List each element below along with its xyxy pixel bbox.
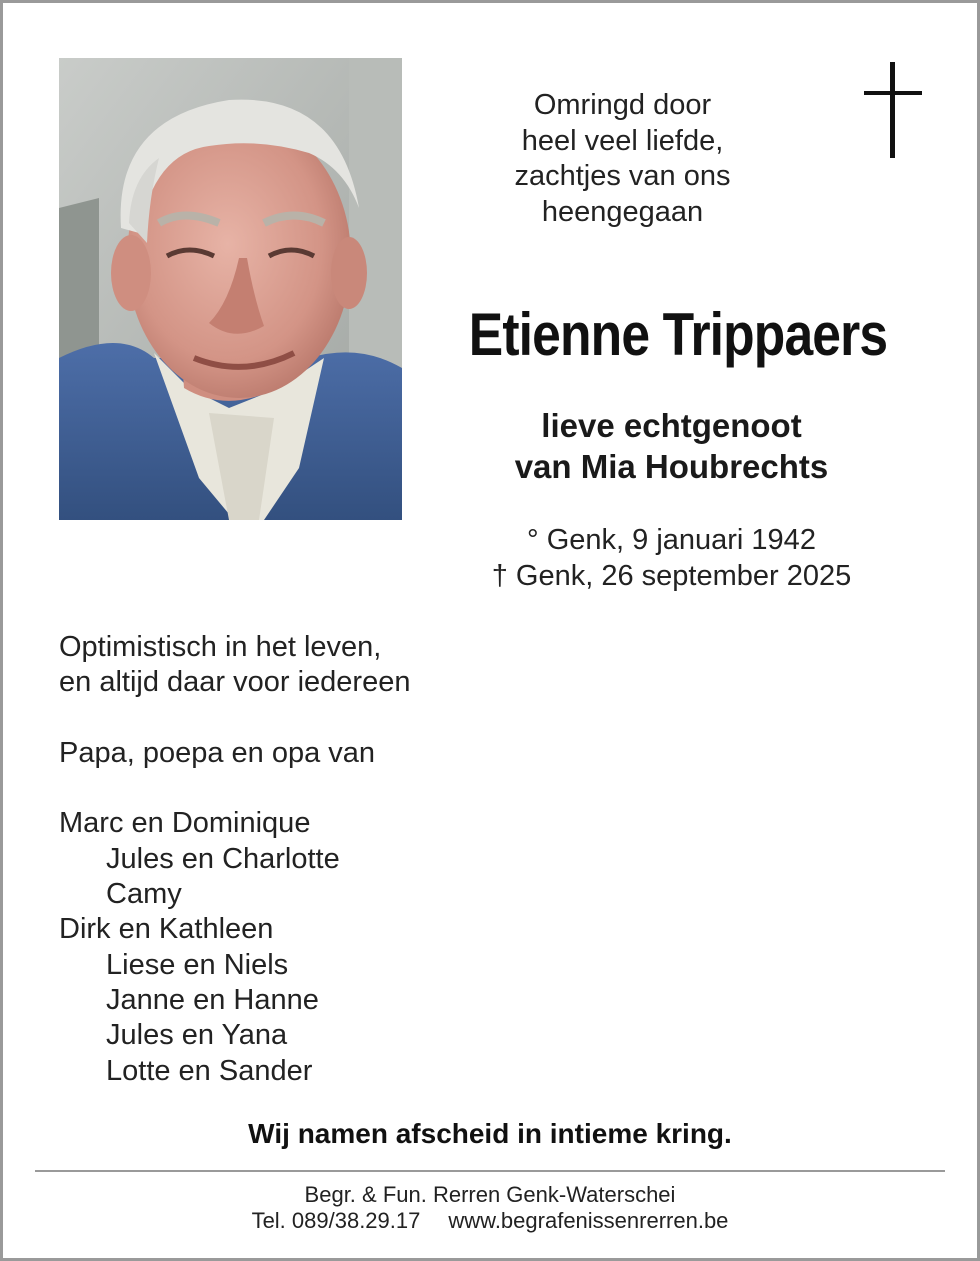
phone-number: Tel. 089/38.29.17 — [251, 1208, 421, 1233]
cross-icon — [864, 62, 922, 158]
spacer — [59, 771, 659, 806]
funeral-home-name: Begr. & Fun. Rerren Genk-Waterschei — [304, 1182, 676, 1207]
life-dates — [440, 523, 903, 594]
footer-divider — [35, 1170, 945, 1172]
contact-line — [0, 1208, 980, 1234]
spouse-line: lieve echtgenoot — [541, 407, 802, 444]
death-date: † Genk, 26 september 2025 — [491, 559, 852, 592]
closing-statement: Wij namen afscheid in intieme kring. — [248, 1118, 732, 1149]
quote-line: heengegaan — [541, 195, 704, 228]
motto-line: en altijd daar voor iedereen — [59, 666, 411, 699]
funeral-home-footer — [0, 1182, 980, 1234]
deceased-name: Etienne Trippaers — [468, 301, 888, 368]
grandchild: Lotte en Sander — [106, 1054, 313, 1087]
spouse-relation — [440, 405, 903, 487]
quote-line: zachtjes van ons — [514, 160, 731, 192]
family-text — [59, 630, 659, 1089]
family-intro: Papa, poepa en opa van — [59, 736, 376, 769]
family-member: Marc en Dominique — [59, 807, 311, 840]
grandchild: Jules en Yana — [106, 1019, 288, 1052]
grandchild: Jules en Charlotte — [106, 842, 340, 875]
quote-line: Omringd door — [533, 89, 712, 121]
website-link[interactable]: www.begrafenissenrerren.be — [448, 1208, 729, 1233]
birth-date: ° Genk, 9 januari 1942 — [527, 524, 816, 556]
grandchild: Camy — [106, 878, 182, 911]
spacer — [59, 701, 659, 736]
grandchild: Liese en Niels — [106, 948, 289, 981]
family-member: Dirk en Kathleen — [59, 913, 274, 946]
grandchild: Janne en Hanne — [106, 983, 319, 1016]
spouse-line: van Mia Houbrechts — [514, 448, 829, 485]
quote-line: heel veel liefde, — [521, 124, 724, 157]
motto-line: Optimistisch in het leven, — [59, 631, 382, 663]
portrait-photo — [59, 58, 402, 520]
epitaph-quote — [460, 88, 785, 230]
